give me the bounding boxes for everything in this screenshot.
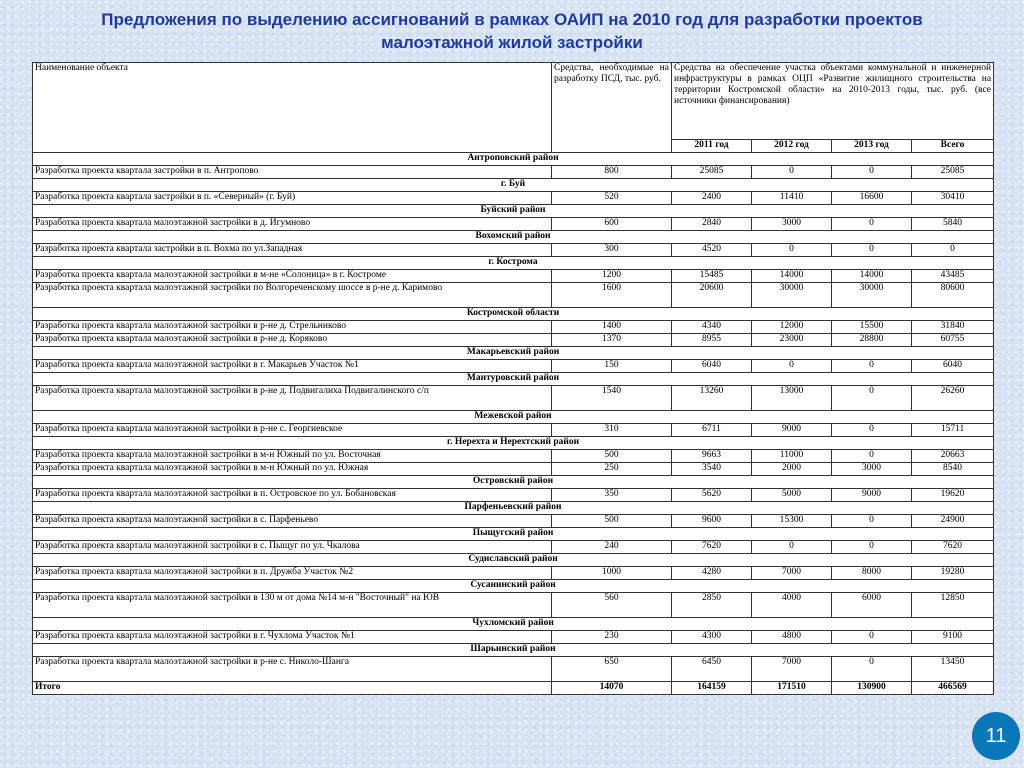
psd-cell: 560 — [552, 593, 672, 618]
year-2011-cell: 2400 — [672, 192, 752, 205]
object-name-cell: Разработка проекта квартала малоэтажной застройки в п. Островское по ул. Бобановская — [33, 489, 552, 502]
year-2013-cell: 0 — [832, 166, 912, 179]
header-year-2011: 2011 год — [672, 140, 752, 153]
header-total: Всего — [912, 140, 994, 153]
psd-cell: 1400 — [552, 321, 672, 334]
object-name-cell: Разработка проекта квартала малоэтажной застройки в м-не «Солоница» в г. Костроме — [33, 270, 552, 283]
year-2013-cell: 0 — [832, 386, 912, 411]
psd-cell: 650 — [552, 657, 672, 682]
region-row — [33, 179, 994, 192]
year-2013-cell: 14000 — [832, 270, 912, 283]
table-row — [33, 386, 994, 411]
region-label: Чухломский район — [33, 618, 994, 631]
table-row — [33, 424, 994, 437]
region-label: г. Кострома — [33, 257, 994, 270]
object-name-cell: Разработка проекта квартала малоэтажной застройки в 130 м от дома №14 м-н "Восточный" на ЮВ — [33, 593, 552, 618]
region-label: Сусанинский район — [33, 580, 994, 593]
psd-cell: 300 — [552, 244, 672, 257]
total-cell: 31840 — [912, 321, 994, 334]
region-label: Буйский район — [33, 205, 994, 218]
year-2011-cell: 7620 — [672, 541, 752, 554]
psd-cell: 150 — [552, 360, 672, 373]
region-row — [33, 580, 994, 593]
year-2013-cell: 28800 — [832, 334, 912, 347]
object-name-cell: Разработка проекта квартала малоэтажной застройки в м-н Южный по ул. Восточная — [33, 450, 552, 463]
region-row — [33, 528, 994, 541]
object-name-cell: Разработка проекта квартала застройки в п. «Северный» (г. Буй) — [33, 192, 552, 205]
total-cell: 60755 — [912, 334, 994, 347]
table-row — [33, 450, 994, 463]
psd-cell: 240 — [552, 541, 672, 554]
year-2013-cell: 0 — [832, 424, 912, 437]
year-2011-cell: 164159 — [672, 682, 752, 695]
year-2011-cell: 4340 — [672, 321, 752, 334]
region-label: Мантуровский район — [33, 373, 994, 386]
year-2011-cell: 9600 — [672, 515, 752, 528]
object-name-cell: Разработка проекта квартала малоэтажной застройки в с. Пыщуг по ул. Чкалова — [33, 541, 552, 554]
table-row — [33, 657, 994, 682]
psd-cell: 1200 — [552, 270, 672, 283]
region-row — [33, 554, 994, 567]
total-row — [33, 682, 994, 695]
year-2011-cell: 15485 — [672, 270, 752, 283]
region-row — [33, 373, 994, 386]
year-2012-cell: 4000 — [752, 593, 832, 618]
year-2012-cell: 11410 — [752, 192, 832, 205]
total-cell: 25085 — [912, 166, 994, 179]
region-row — [33, 257, 994, 270]
year-2012-cell: 0 — [752, 244, 832, 257]
year-2013-cell: 0 — [832, 631, 912, 644]
region-label: Вохомский район — [33, 231, 994, 244]
year-2011-cell: 4280 — [672, 567, 752, 580]
table-row — [33, 321, 994, 334]
object-name-cell: Разработка проекта квартала малоэтажной застройки в р-не д. Стрельниково — [33, 321, 552, 334]
year-2012-cell: 30000 — [752, 283, 832, 308]
region-label: Шарьинский район — [33, 644, 994, 657]
page-number-badge: 11 — [972, 712, 1020, 760]
psd-cell: 500 — [552, 450, 672, 463]
total-cell: 19280 — [912, 567, 994, 580]
year-2013-cell: 130900 — [832, 682, 912, 695]
object-name-cell: Разработка проекта квартала малоэтажной застройки в г. Макарьев Участок №1 — [33, 360, 552, 373]
region-label: Межевской район — [33, 411, 994, 424]
table-row — [33, 541, 994, 554]
year-2012-cell: 4800 — [752, 631, 832, 644]
year-2012-cell: 7000 — [752, 567, 832, 580]
year-2013-cell: 9000 — [832, 489, 912, 502]
object-name-cell: Итого — [33, 682, 552, 695]
year-2012-cell: 15300 — [752, 515, 832, 528]
table-row — [33, 489, 994, 502]
table-row — [33, 192, 994, 205]
header-infrastructure-funds: Средства на обеспечение участка объектами коммунальной и инженерной инфраструктуры в рамках ОЦП «Развитие жилищного строительства на территории Костромской области» на 2010-2013 годы, тыс. руб. (все источники финансирования) — [672, 63, 994, 140]
psd-cell: 600 — [552, 218, 672, 231]
table-header-row — [33, 63, 994, 140]
total-cell: 8540 — [912, 463, 994, 476]
year-2011-cell: 25085 — [672, 166, 752, 179]
psd-cell: 14070 — [552, 682, 672, 695]
total-cell: 20663 — [912, 450, 994, 463]
year-2013-cell: 0 — [832, 450, 912, 463]
total-cell: 13450 — [912, 657, 994, 682]
total-cell: 7620 — [912, 541, 994, 554]
object-name-cell: Разработка проекта квартала малоэтажной застройки в р-не с. Георгиевское — [33, 424, 552, 437]
year-2011-cell: 3540 — [672, 463, 752, 476]
year-2011-cell: 6711 — [672, 424, 752, 437]
region-row — [33, 205, 994, 218]
year-2011-cell: 5620 — [672, 489, 752, 502]
region-label: Парфеньевский район — [33, 502, 994, 515]
region-label: г. Буй — [33, 179, 994, 192]
psd-cell: 1370 — [552, 334, 672, 347]
year-2011-cell: 6040 — [672, 360, 752, 373]
year-2013-cell: 15500 — [832, 321, 912, 334]
region-label: г. Нерехта и Нерехтский район — [33, 437, 994, 450]
year-2011-cell: 8955 — [672, 334, 752, 347]
table-row — [33, 567, 994, 580]
header-year-2013: 2013 год — [832, 140, 912, 153]
region-label: Макарьевский район — [33, 347, 994, 360]
total-cell: 24900 — [912, 515, 994, 528]
total-cell: 12850 — [912, 593, 994, 618]
object-name-cell: Разработка проекта квартала малоэтажной застройки в м-н Южный по ул. Южная — [33, 463, 552, 476]
year-2013-cell: 16600 — [832, 192, 912, 205]
year-2012-cell: 9000 — [752, 424, 832, 437]
object-name-cell: Разработка проекта квартала малоэтажной застройки в с. Парфеньево — [33, 515, 552, 528]
year-2013-cell: 6000 — [832, 593, 912, 618]
year-2012-cell: 13000 — [752, 386, 832, 411]
region-label: Пыщугский район — [33, 528, 994, 541]
psd-cell: 310 — [552, 424, 672, 437]
year-2012-cell: 5000 — [752, 489, 832, 502]
object-name-cell: Разработка проекта квартала малоэтажной застройки в р-не д. Подвигалиха Подвигалинского с/п — [33, 386, 552, 411]
year-2012-cell: 3000 — [752, 218, 832, 231]
table-row — [33, 593, 994, 618]
table-row — [33, 515, 994, 528]
year-2013-cell: 0 — [832, 515, 912, 528]
psd-cell: 250 — [552, 463, 672, 476]
header-object-name: Наименование объекта — [33, 63, 552, 153]
region-row — [33, 411, 994, 424]
object-name-cell: Разработка проекта квартала малоэтажной застройки в р-не д. Коряково — [33, 334, 552, 347]
psd-cell: 520 — [552, 192, 672, 205]
region-row — [33, 347, 994, 360]
psd-cell: 350 — [552, 489, 672, 502]
total-cell: 15711 — [912, 424, 994, 437]
total-cell: 5840 — [912, 218, 994, 231]
year-2013-cell: 30000 — [832, 283, 912, 308]
table-row — [33, 631, 994, 644]
object-name-cell: Разработка проекта квартала малоэтажной застройки в д. Игумново — [33, 218, 552, 231]
region-row — [33, 502, 994, 515]
region-label: Костромской области — [33, 308, 994, 321]
year-2011-cell: 2840 — [672, 218, 752, 231]
region-label: Судиславский район — [33, 554, 994, 567]
page-title: Предложения по выделению ассигнований в рамках ОАИП на 2010 год для разработки проектов малоэтажной жилой застройки — [101, 10, 923, 52]
year-2012-cell: 23000 — [752, 334, 832, 347]
year-2013-cell: 0 — [832, 541, 912, 554]
year-2012-cell: 14000 — [752, 270, 832, 283]
object-name-cell: Разработка проекта квартала застройки в п. Антропово — [33, 166, 552, 179]
total-cell: 43485 — [912, 270, 994, 283]
object-name-cell: Разработка проекта квартала малоэтажной застройки по Волгореченскому шоссе в р-не д. Каримово — [33, 283, 552, 308]
year-2012-cell: 7000 — [752, 657, 832, 682]
psd-cell: 1000 — [552, 567, 672, 580]
table-row — [33, 463, 994, 476]
region-row — [33, 476, 994, 489]
region-label: Островский район — [33, 476, 994, 489]
table-row — [33, 244, 994, 257]
total-cell: 26260 — [912, 386, 994, 411]
region-row — [33, 231, 994, 244]
year-2012-cell: 0 — [752, 166, 832, 179]
table-row — [33, 283, 994, 308]
year-2012-cell: 0 — [752, 360, 832, 373]
psd-cell: 1600 — [552, 283, 672, 308]
table-row — [33, 334, 994, 347]
object-name-cell: Разработка проекта квартала малоэтажной застройки в г. Чухлома Участок №1 — [33, 631, 552, 644]
year-2011-cell: 2850 — [672, 593, 752, 618]
total-cell: 80600 — [912, 283, 994, 308]
table-row — [33, 218, 994, 231]
object-name-cell: Разработка проекта квартала малоэтажной застройки в п. Дружба Участок №2 — [33, 567, 552, 580]
table-row — [33, 270, 994, 283]
table-row — [33, 166, 994, 179]
year-2011-cell: 4520 — [672, 244, 752, 257]
year-2012-cell: 2000 — [752, 463, 832, 476]
table-row — [33, 360, 994, 373]
psd-cell: 1540 — [552, 386, 672, 411]
psd-cell: 230 — [552, 631, 672, 644]
region-row — [33, 437, 994, 450]
total-cell: 6040 — [912, 360, 994, 373]
object-name-cell: Разработка проекта квартала застройки в п. Вохма по ул.Западная — [33, 244, 552, 257]
year-2013-cell: 0 — [832, 657, 912, 682]
psd-cell: 800 — [552, 166, 672, 179]
year-2013-cell: 8000 — [832, 567, 912, 580]
year-2013-cell: 0 — [832, 218, 912, 231]
year-2011-cell: 4300 — [672, 631, 752, 644]
region-row — [33, 153, 994, 166]
total-cell: 0 — [912, 244, 994, 257]
total-cell: 9100 — [912, 631, 994, 644]
year-2012-cell: 11000 — [752, 450, 832, 463]
allocation-table — [32, 62, 994, 695]
year-2011-cell: 20600 — [672, 283, 752, 308]
region-row — [33, 308, 994, 321]
year-2011-cell: 13260 — [672, 386, 752, 411]
total-cell: 19620 — [912, 489, 994, 502]
year-2012-cell: 12000 — [752, 321, 832, 334]
header-psd-funds: Средства, необходимые на разработку ПСД, тыс. руб. — [552, 63, 672, 153]
year-2013-cell: 0 — [832, 244, 912, 257]
year-2012-cell: 0 — [752, 541, 832, 554]
header-year-2012: 2012 год — [752, 140, 832, 153]
total-cell: 30410 — [912, 192, 994, 205]
year-2011-cell: 9663 — [672, 450, 752, 463]
psd-cell: 500 — [552, 515, 672, 528]
object-name-cell: Разработка проекта квартала малоэтажной застройки в р-не с. Николо-Шанга — [33, 657, 552, 682]
region-row — [33, 644, 994, 657]
region-label: Антроповский район — [33, 153, 994, 166]
year-2013-cell: 3000 — [832, 463, 912, 476]
year-2012-cell: 171510 — [752, 682, 832, 695]
region-row — [33, 618, 994, 631]
total-cell: 466569 — [912, 682, 994, 695]
year-2013-cell: 0 — [832, 360, 912, 373]
year-2011-cell: 6450 — [672, 657, 752, 682]
